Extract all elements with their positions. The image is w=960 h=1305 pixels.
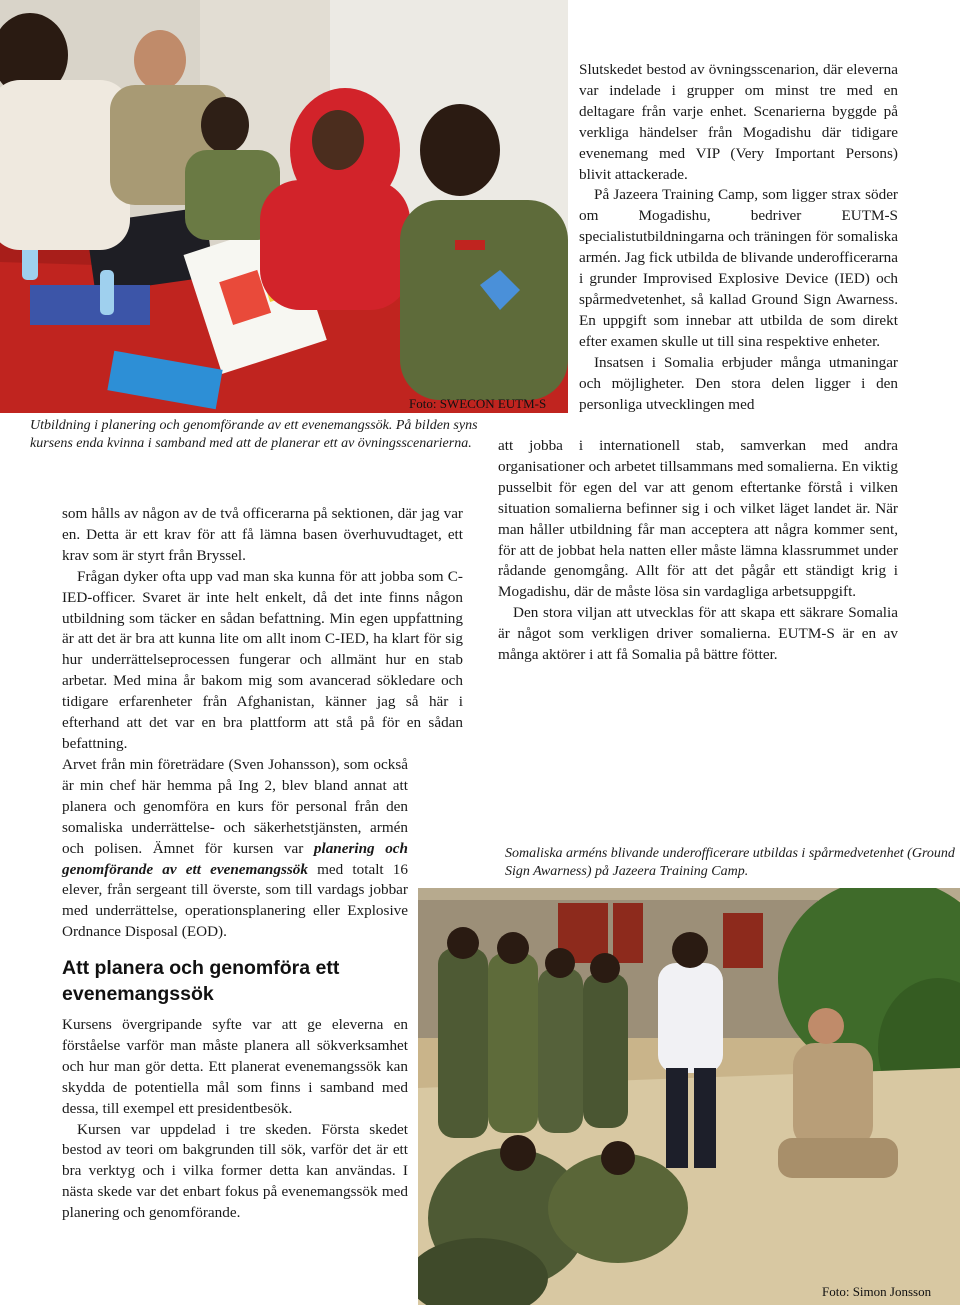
left-paragraph-3-end: med totalt 16 elever, från sergeant till överste, som till vardags jobbar med underrättelse, operationsplanering eller Explosive Ordnance Disposal (EOD). bbox=[62, 860, 408, 941]
left-paragraph-5: Kursen var uppdelad i tre skeden. Första skedet bestod av teori om bakgrunden till sök, varför det är ett bra verktyg och i vilka former detta kan användas. I nästa skede var det enbart fokus på evenemangssök med planering och genomförande. bbox=[62, 1120, 408, 1222]
left-column-top bbox=[62, 504, 463, 755]
left-paragraph-4: Kursens övergripande syfte var att ge eleverna en förståelse varför man måste planera all sökverksamhet och hur man gör detta. Ett planerat evenemangssök kan skydda de potentiella mål som finns i samband med dessa, till exempel ett presidentbesök. bbox=[62, 1016, 408, 1117]
right-column-wide bbox=[498, 436, 898, 666]
meeting-photo-illustration bbox=[0, 0, 568, 413]
right-paragraph-2: På Jazeera Training Camp, som ligger strax söder om Mogadishu, bedriver EUTM-S specialistutbildningarna och träningen för somaliska armén. Jag fick utbilda de blivande underofficerarna i grunder Improvised Explosive Device (IED) och spårmedvetenhet, så kallad Ground Sign Awarness. En uppgift som innebar att utbilda de som direkt efter examen skulle ut till sina respektive enheter. bbox=[579, 186, 898, 350]
right-column-narrow bbox=[579, 60, 898, 415]
right-paragraph-3-start: Insatsen i Somalia erbjuder många utmaningar och möjligheter. Den stora delen ligger i den personliga utvecklingen med bbox=[579, 353, 898, 413]
top-photo bbox=[0, 0, 568, 413]
top-photo-credit: Foto: SWECON EUTM-S bbox=[409, 396, 547, 411]
right-paragraph-1: Slutskedet bestod av övningsscenarion, där eleverna var indelade i grupper om minst tre med en deltagare från varje enhet. Scenarierna byggde på verkliga händelser från Mogadishu där tidigare evenemang med VIP (Very Important Persons) blivit attackerade. bbox=[579, 61, 898, 183]
left-paragraph-2: Frågan dyker ofta upp vad man ska kunna för att jobba som C-IED-officer. Svaret är inte helt enkelt, då det inte finns någon utbildning som täcker en sådan befattning. Min egen uppfattning är att det är bra att kunna lite om allt inom C-IED, ha klart för sig hur underrättelseprocessen fungerar och allmänt hur en stab arbetar. Med mina år bakom mig som avancerad sökledare och tidigare erfarenheter från Afghanistan, känner jag så här i efterhand att det var en bra plattform att stå på för en sådan befattning. bbox=[62, 567, 463, 752]
right-paragraph-4: Den stora viljan att utvecklas för att skapa ett säkrare Somalia är något som verkligen driver somalierna. EUTM-S är en av många aktörer i att få Somalia på bättre fötter. bbox=[498, 604, 898, 664]
top-photo-caption: Utbildning i planering och genomförande av ett evenemangssök. På bilden syns kursens enda kvinna i samband med att de planerar ett av övningsscenarierna. bbox=[30, 418, 478, 451]
bottom-photo-caption: Somaliska arméns blivande underofficerare utbildas i spårmedvetenhet (Ground Sign Awarness) på Jazeera Training Camp. bbox=[505, 846, 955, 879]
left-paragraph-1: som hålls av någon av de två officerarna på sektionen, där jag var en. Detta är ett krav för att få lämna basen överhuvudtaget, ett krav som är styrt från Bryssel. bbox=[62, 505, 463, 564]
right-paragraph-3-end: att jobba i internationell stab, samverkan med andra organisationer och arbetet tillsammans med somalierna. En viktig pusselbit för egen del var att genom eftertanke förstå i vilken situation somalierna befinner sig i och vilket läget landet är. När man håller utbildning får man acceptera att några kommer sent, för att de jobbat hela natten eller måste lämna klassrummet under rådande genomgång. Allt för att det pågår ett ständigt krig i Mogadishu, där de måste lösa sin vardagliga arbetsuppgift. bbox=[498, 437, 898, 601]
bottom-photo bbox=[418, 888, 960, 1305]
course-topic-emphasis: planering och genomförande av ett evenemangssök bbox=[62, 839, 408, 878]
left-column-mid bbox=[62, 755, 408, 943]
section-heading: Att planera och genomföra ett evenemangssök bbox=[62, 957, 340, 1005]
left-paragraph-3 bbox=[62, 755, 408, 943]
left-column-bottom bbox=[62, 1015, 408, 1224]
training-camp-photo-illustration bbox=[418, 888, 960, 1305]
left-paragraph-3-start: Arvet från min företrädare (Sven Johansson), som också är min chef här hemma på Ing 2, blev bland annat att planera och genomföra en kurs för personal från den somaliska underrättelse- och säkerhetstjänsten, armén och polisen. Ämnet för kursen var bbox=[62, 756, 408, 857]
bottom-photo-credit: Foto: Simon Jonsson bbox=[822, 1284, 932, 1299]
